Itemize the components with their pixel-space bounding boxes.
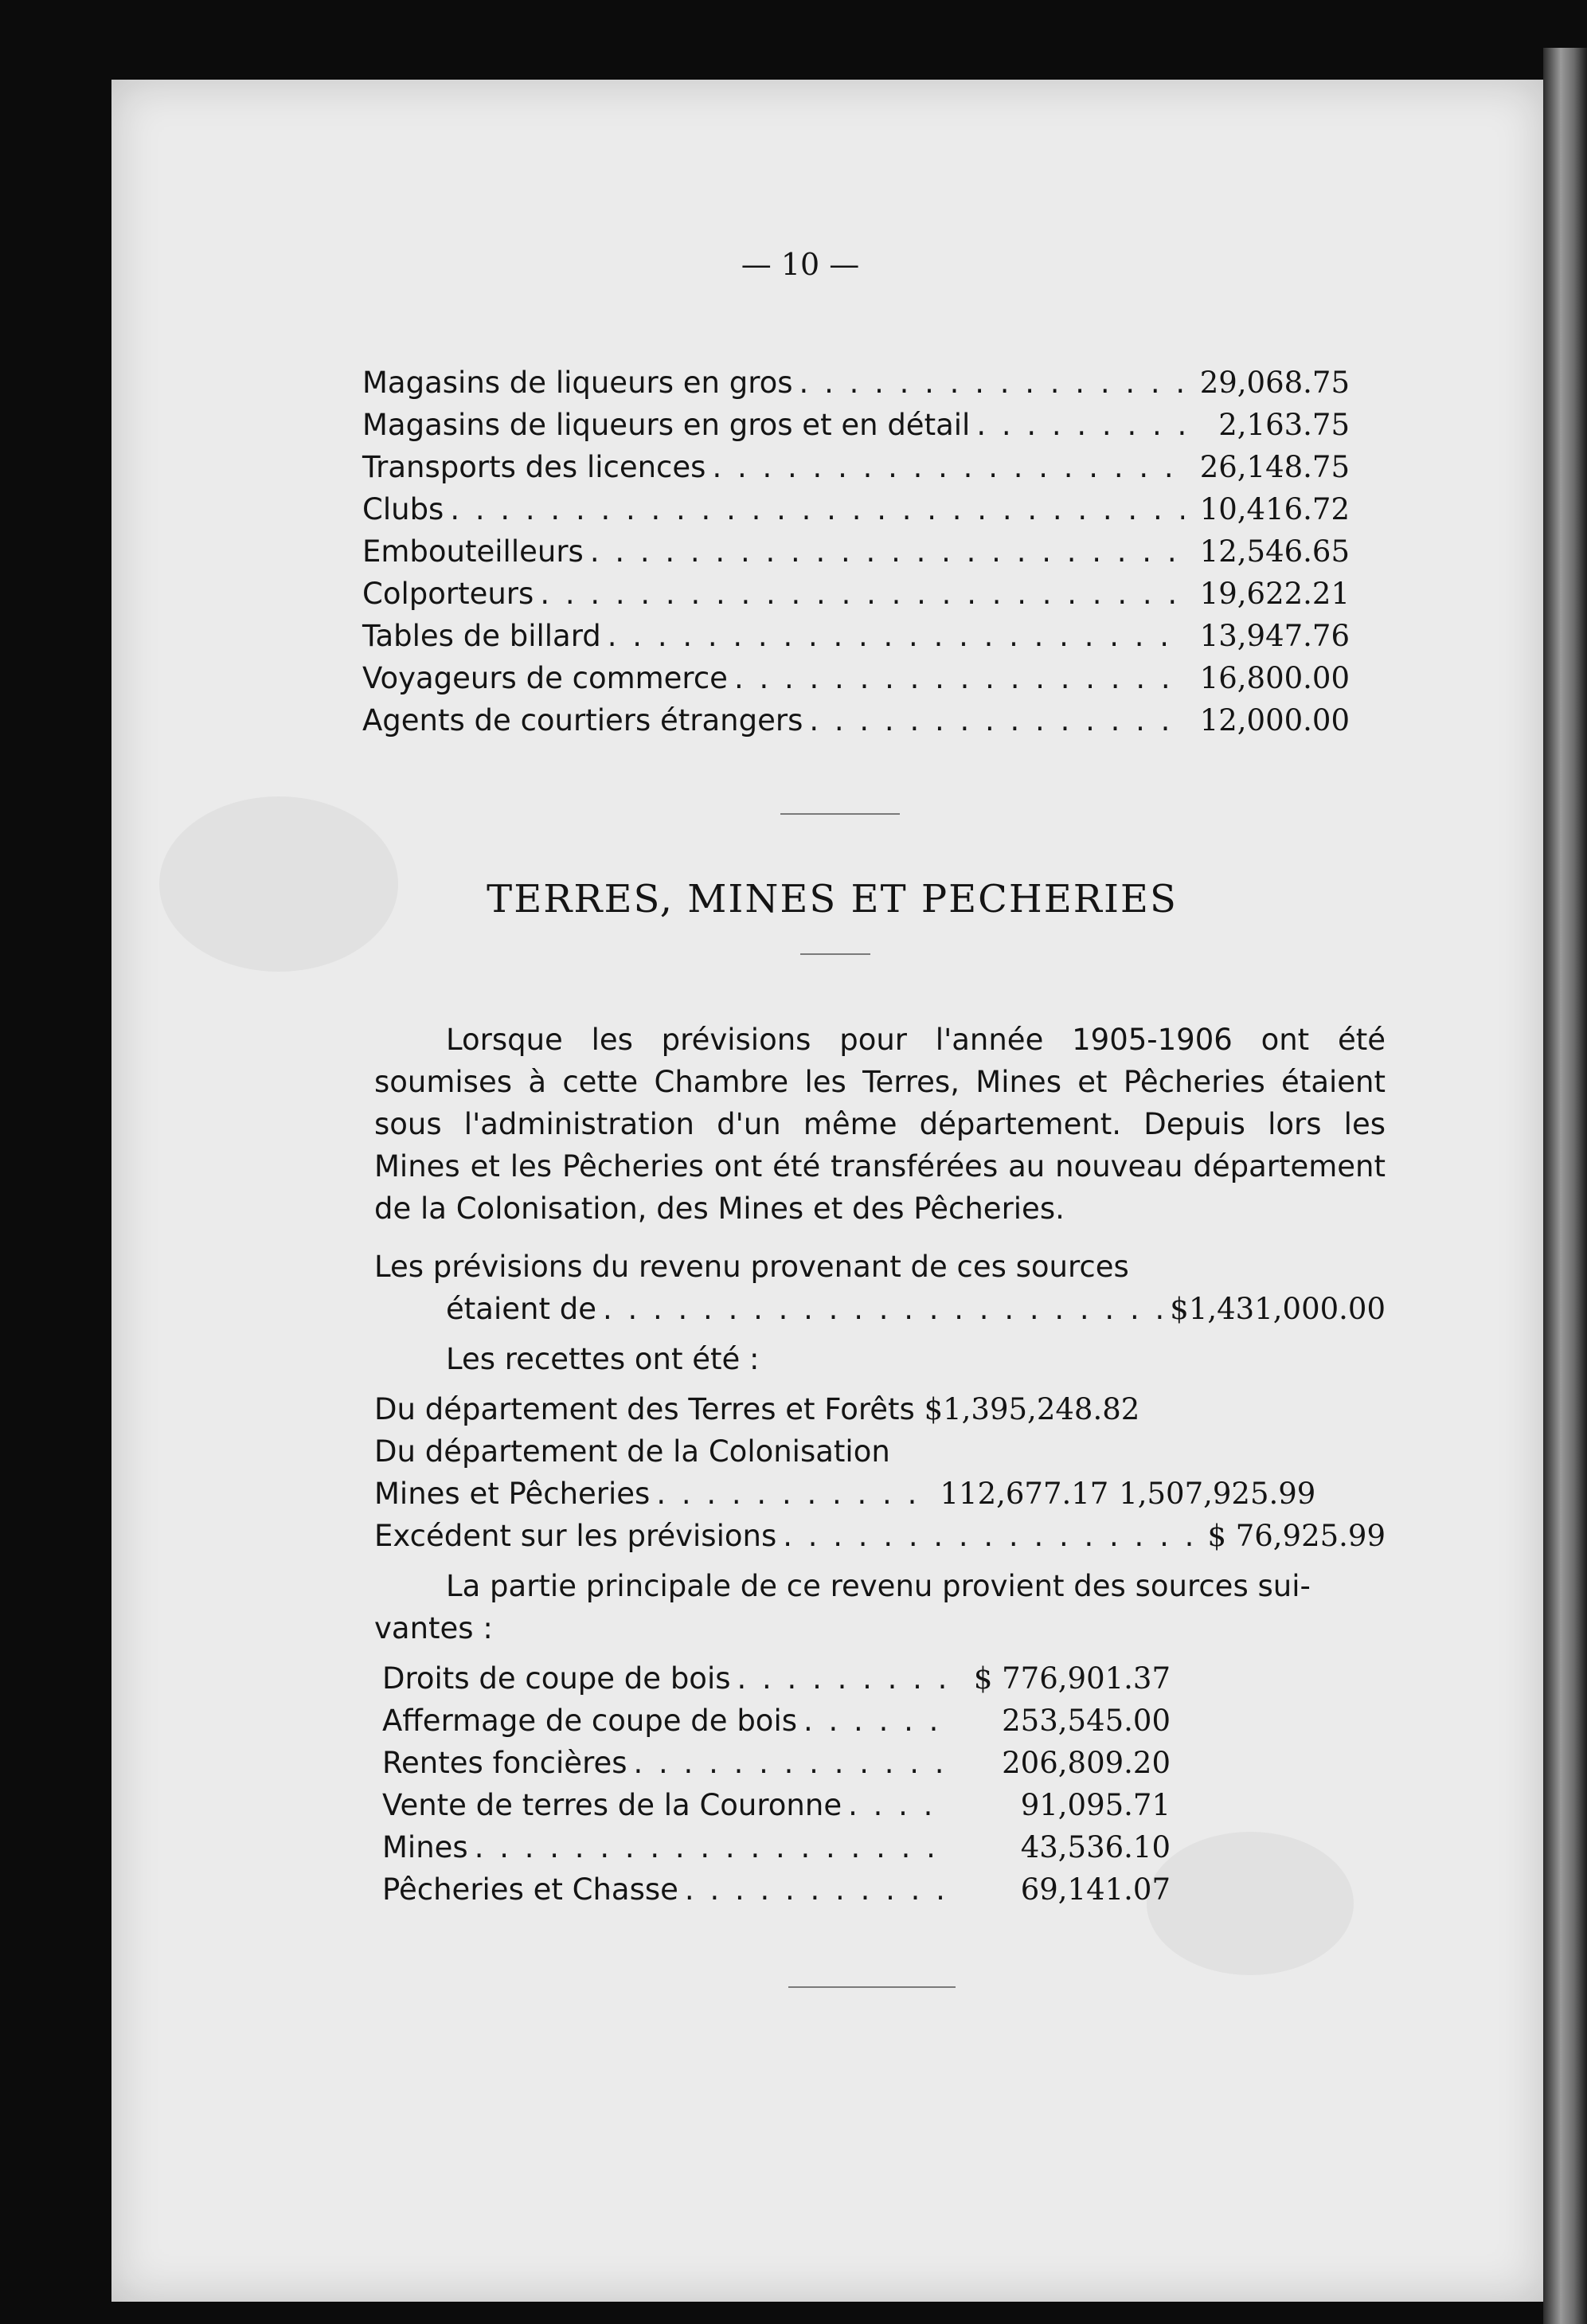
total-value: 1,507,925.99 xyxy=(1119,1477,1316,1511)
licence-row-label: Magasins de liqueurs en gros et en détail xyxy=(362,408,971,442)
dot-leader xyxy=(603,1288,1163,1330)
intro-paragraph-text: Lorsque les prévisions pour l'année 1905-1906 ont été soumises à cette Chambre les Terres, Mines et Pêcheries étaient sous l'administration d'un même département. Depuis lors les Mines et les Pêcheries ont été transférées au nouveau département de la Colonisation, des Mines et des Pêcheries. xyxy=(374,1023,1386,1226)
excedent-row xyxy=(374,1515,1386,1557)
colonisation-line1: Du département de la Colonisation xyxy=(374,1434,890,1469)
previsions-row xyxy=(374,1288,1386,1330)
source-row-label: Rentes foncières xyxy=(382,1746,627,1780)
excedent-value: 76,925.99 xyxy=(1235,1519,1386,1553)
source-row-value: 253,545.00 xyxy=(1002,1704,1171,1738)
dot-leader xyxy=(540,573,1184,615)
source-row-label: Affermage de coupe de bois xyxy=(382,1704,797,1738)
section-heading: TERRES, MINES ET PECHERIES xyxy=(487,877,1178,921)
licence-row xyxy=(362,573,1350,615)
previsions-line1: Les prévisions du revenu provenant de ces sources xyxy=(374,1250,1129,1284)
source-row-label: Droits de coupe de bois xyxy=(382,1661,731,1696)
source-row-value: 43,536.10 xyxy=(1020,1830,1171,1864)
licence-row-value: 2,163.75 xyxy=(1218,408,1350,442)
dot-leader xyxy=(737,1657,950,1700)
separator-rule xyxy=(780,813,900,815)
dot-leader xyxy=(475,1826,949,1868)
page-content xyxy=(362,247,1390,1988)
source-row-value: $ 776,901.37 xyxy=(973,1661,1171,1696)
dot-leader xyxy=(685,1868,949,1911)
previsions-value: $1,431,000.00 xyxy=(1170,1292,1386,1326)
terres-forets-label: Du département des Terres et Forêts xyxy=(374,1392,915,1426)
licence-row-value: 26,148.75 xyxy=(1199,450,1350,484)
dot-leader xyxy=(799,362,1184,404)
licence-row-label: Agents de courtiers étrangers xyxy=(362,703,803,737)
page-number: — 10 — xyxy=(741,247,860,282)
licence-row xyxy=(362,615,1350,657)
dot-leader xyxy=(734,657,1184,699)
page-binding-edge xyxy=(1543,48,1587,2324)
previsions-label: étaient de xyxy=(446,1292,596,1326)
dot-leader xyxy=(809,699,1184,741)
source-row xyxy=(382,1657,1171,1700)
dot-leader xyxy=(590,530,1184,573)
intro-paragraph xyxy=(374,1019,1386,1230)
source-row-value: 69,141.07 xyxy=(1020,1872,1171,1907)
dot-leader xyxy=(608,615,1184,657)
recettes-intro: Les recettes ont été : xyxy=(446,1342,760,1376)
dot-leader xyxy=(634,1742,949,1784)
licence-row-value: 16,800.00 xyxy=(1199,661,1350,695)
licence-row-label: Transports des licences xyxy=(362,450,706,484)
licence-row-label: Embouteilleurs xyxy=(362,534,584,569)
dot-leader xyxy=(803,1700,949,1742)
terres-forets-value: $1,395,248.82 xyxy=(924,1392,1140,1426)
sources-list xyxy=(382,1657,1171,1911)
licence-row xyxy=(362,488,1350,530)
source-row xyxy=(382,1742,1171,1784)
sources-intro-line2: vantes : xyxy=(374,1611,493,1645)
revenue-block xyxy=(374,1246,1401,1649)
source-row xyxy=(382,1868,1171,1911)
separator-rule xyxy=(788,1986,956,1988)
licence-row-value: 10,416.72 xyxy=(1199,492,1350,526)
licence-row xyxy=(362,446,1350,488)
licences-list xyxy=(362,362,1350,741)
source-row-label: Mines xyxy=(382,1830,468,1864)
source-row-label: Pêcheries et Chasse xyxy=(382,1872,678,1907)
colonisation-label: Mines et Pêcheries xyxy=(374,1477,651,1511)
licence-row-label: Magasins de liqueurs en gros xyxy=(362,366,793,400)
terres-forets-row xyxy=(374,1388,1401,1430)
source-row xyxy=(382,1826,1171,1868)
licence-row xyxy=(362,362,1350,404)
colonisation-value: 112,677.17 xyxy=(940,1477,1109,1511)
licence-row xyxy=(362,699,1350,741)
licence-row-label: Colporteurs xyxy=(362,577,534,611)
dot-leader xyxy=(976,404,1184,446)
licence-row xyxy=(362,404,1350,446)
source-row-value: 91,095.71 xyxy=(1020,1788,1171,1822)
source-row-value: 206,809.20 xyxy=(1002,1746,1171,1780)
licence-row-value: 13,947.76 xyxy=(1199,619,1350,653)
licence-row xyxy=(362,657,1350,699)
dot-leader xyxy=(783,1515,1201,1557)
sources-intro-line1: La partie principale de ce revenu provient des sources sui- xyxy=(446,1569,1311,1603)
source-row xyxy=(382,1700,1171,1742)
licence-row-value: 19,622.21 xyxy=(1199,577,1350,611)
licence-row-value: 12,000.00 xyxy=(1199,703,1350,737)
dot-leader xyxy=(450,488,1184,530)
colonisation-row xyxy=(374,1473,1386,1515)
licence-row xyxy=(362,530,1350,573)
dot-leader xyxy=(656,1473,919,1515)
heading-underline xyxy=(800,953,870,955)
dot-leader xyxy=(848,1784,949,1826)
source-row-label: Vente de terres de la Couronne xyxy=(382,1788,842,1822)
licence-row-label: Clubs xyxy=(362,492,444,526)
licence-row-value: 29,068.75 xyxy=(1199,366,1350,400)
source-row xyxy=(382,1784,1171,1826)
excedent-currency: $ xyxy=(1207,1519,1226,1553)
dot-leader xyxy=(712,446,1184,488)
excedent-label: Excédent sur les prévisions xyxy=(374,1519,777,1553)
licence-row-label: Tables de billard xyxy=(362,619,601,653)
licence-row-value: 12,546.65 xyxy=(1199,534,1350,569)
licence-row-label: Voyageurs de commerce xyxy=(362,661,728,695)
